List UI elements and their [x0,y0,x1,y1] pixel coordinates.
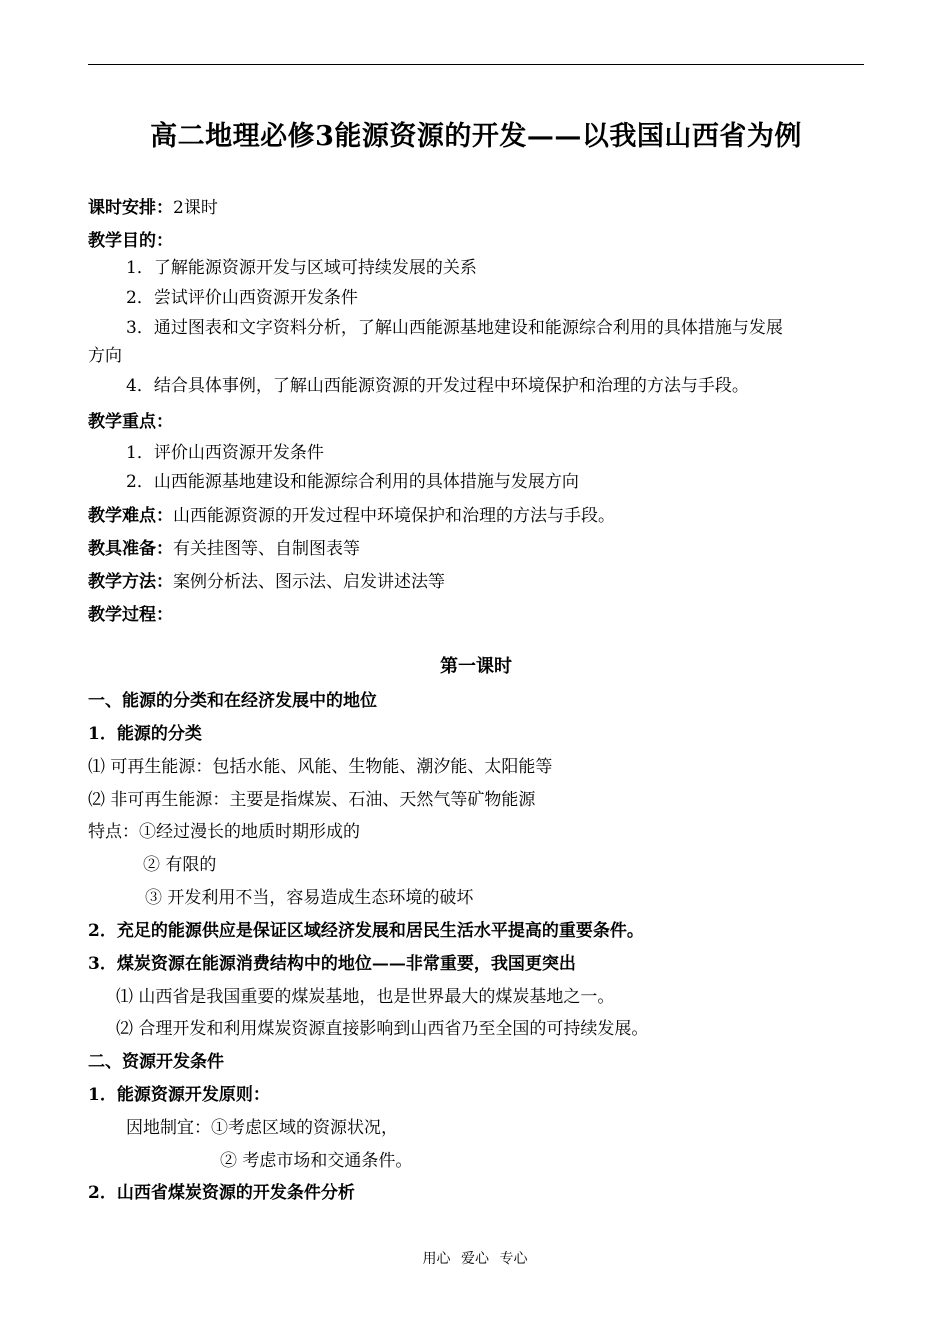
nonrenewable-line: ⑵ 非可再生能源：主要是指煤炭、石油、天然气等矿物能源 [88,790,536,810]
coal-item: ⑴ 山西省是我国重要的煤炭基地，也是世界最大的煤炭基地之一。 [116,987,615,1007]
subsection-heading: 2．充足的能源供应是保证区域经济发展和居民生活水平提高的重要条件。 [88,921,644,941]
objective-item: 3．通过图表和文字资料分析，了解山西能源基地建设和能源综合利用的具体措施与发展 [126,318,783,338]
header-rule [88,64,864,65]
principle-item: ② 考虑市场和交通条件。 [220,1151,413,1171]
process-label: 教学过程： [88,605,173,625]
methods-value: 案例分析法、图示法、启发讲述法等 [173,572,445,592]
page-title: 高二地理必修3能源资源的开发——以我国山西省为例 [150,121,802,152]
difficulty-label: 教学难点： [88,506,173,526]
tools-value: 有关挂图等、自制图表等 [173,539,360,559]
subsection-heading: 1．能源的分类 [88,724,202,744]
subsection-heading: 1．能源资源开发原则： [88,1085,270,1105]
methods-line [88,571,445,593]
features-line: ③ 开发利用不当，容易造成生态环境的破坏 [145,888,474,908]
methods-label: 教学方法： [88,572,173,592]
page-footer: 用心 爱心 专心 [422,1251,528,1267]
key-points-label: 教学重点： [88,412,173,432]
key-point-item: 1．评价山西资源开发条件 [126,443,324,463]
tools-label: 教具准备： [88,539,173,559]
principle-item: 因地制宜：①考虑区域的资源状况， [126,1118,398,1138]
schedule-line [88,197,218,219]
objectives-label: 教学目的： [88,231,173,251]
lesson-heading: 第一课时 [440,656,512,677]
objective-item: 2．尝试评价山西资源开发条件 [126,288,358,308]
renewable-line: ⑴ 可再生能源：包括水能、风能、生物能、潮汐能、太阳能等 [88,757,553,777]
coal-item: ⑵ 合理开发和利用煤炭资源直接影响到山西省乃至全国的可持续发展。 [116,1019,649,1039]
objective-item: 4．结合具体事例，了解山西能源资源的开发过程中环境保护和治理的方法与手段。 [126,376,749,396]
objective-item: 1．了解能源资源开发与区域可持续发展的关系 [126,258,477,278]
schedule-value: 2课时 [173,198,218,218]
subsection-heading: 2．山西省煤炭资源的开发条件分析 [88,1183,355,1203]
schedule-label: 课时安排： [88,198,173,218]
difficulty-value: 山西能源资源的开发过程中环境保护和治理的方法与手段。 [173,506,615,526]
tools-line [88,538,360,560]
subsection-heading: 3．煤炭资源在能源消费结构中的地位——非常重要，我国更突出 [88,954,576,974]
features-line: 特点：①经过漫长的地质时期形成的 [88,822,360,842]
difficulty-line [88,505,615,527]
section-heading: 一、能源的分类和在经济发展中的地位 [88,691,377,711]
key-point-item: 2．山西能源基地建设和能源综合利用的具体措施与发展方向 [126,472,579,492]
features-line: ② 有限的 [143,855,217,875]
objective-item-continuation: 方向 [88,346,122,366]
section-heading: 二、资源开发条件 [88,1052,224,1072]
